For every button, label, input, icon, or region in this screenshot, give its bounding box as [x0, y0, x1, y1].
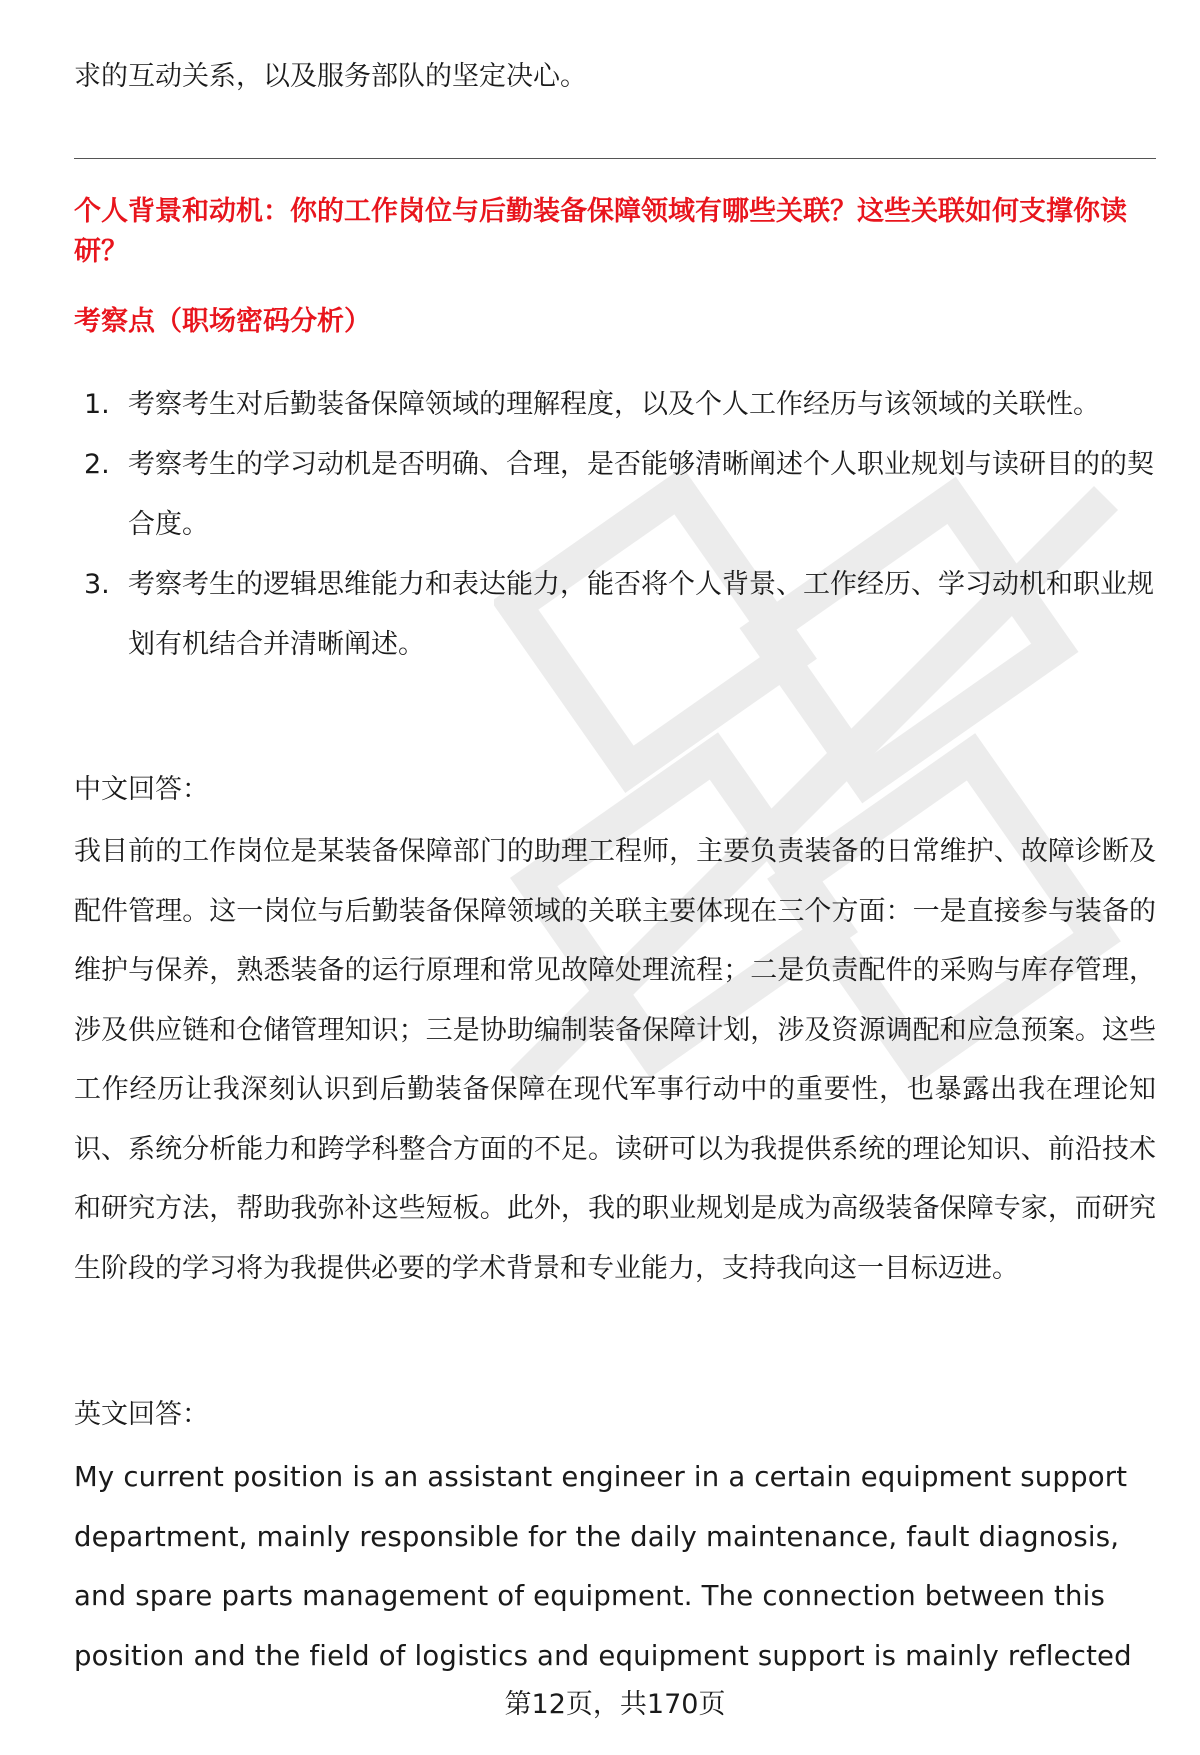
assessment-points-list — [74, 375, 1156, 675]
chinese-answer-label: 中文回答： — [74, 774, 209, 805]
list-item-number: 2. — [84, 449, 110, 480]
chinese-answer-body: 我目前的工作岗位是某装备保障部门的助理工程师，主要负责装备的日常维护、故障诊断及配件管理。这一岗位与后勤装备保障领域的关联主要体现在三个方面：一是直接参与装备的维护与保养，熟悉装备的运行原理和常见故障处理流程；二是负责配件的采购与库存管理，涉及供应链和仓储管理知识；三是协助编制装备保障计划，涉及资源调配和应急预案。这些工作经历让我深刻认识到后勤装备保障在现代军事行动中的重要性，也暴露出我在理论知识、系统分析能力和跨学科整合方面的不足。读研可以为我提供系统的理论知识、前沿技术和研究方法，帮助我弥补这些短板。此外，我的职业规划是成为高级装备保障专家，而研究生阶段的学习将为我提供必要的学术背景和专业能力，支持我向这一目标迈进。 — [74, 836, 1156, 1284]
list-item — [74, 435, 1156, 555]
page-number-footer: 第12页，共170页 — [504, 1689, 726, 1720]
list-item-text: 考察考生的逻辑思维能力和表达能力，能否将个人背景、工作经历、学习动机和职业规划有机结合并清晰阐述。 — [128, 569, 1154, 660]
section-divider — [74, 158, 1156, 159]
english-answer-body: My current position is an assistant engineer in a certain equipment support department, mainly responsible for the daily maintenance, fault diagnosis, and spare parts management of equipment. The connection between this position and the field of logistics and equipment support is mainly reflected — [74, 1461, 1132, 1672]
list-item — [74, 375, 1156, 435]
list-item-text: 考察考生的学习动机是否明确、合理，是否能够清晰阐述个人职业规划与读研目的的契合度。 — [128, 449, 1154, 540]
english-answer-label: 英文回答： — [74, 1399, 209, 1430]
list-item-number: 1. — [84, 389, 110, 420]
question-heading: 个人背景和动机：你的工作岗位与后勤装备保障领域有哪些关联？这些关联如何支撑你读研？ — [74, 196, 1127, 267]
list-item — [74, 555, 1156, 675]
list-item-text: 考察考生对后勤装备保障领域的理解程度，以及个人工作经历与该领域的关联性。 — [128, 389, 1100, 420]
list-item-number: 3. — [84, 569, 110, 600]
assessment-points-heading: 考察点（职场密码分析） — [74, 306, 371, 337]
continued-text-line: 求的互动关系，以及服务部队的坚定决心。 — [74, 61, 587, 92]
document-page — [74, 0, 1156, 1755]
